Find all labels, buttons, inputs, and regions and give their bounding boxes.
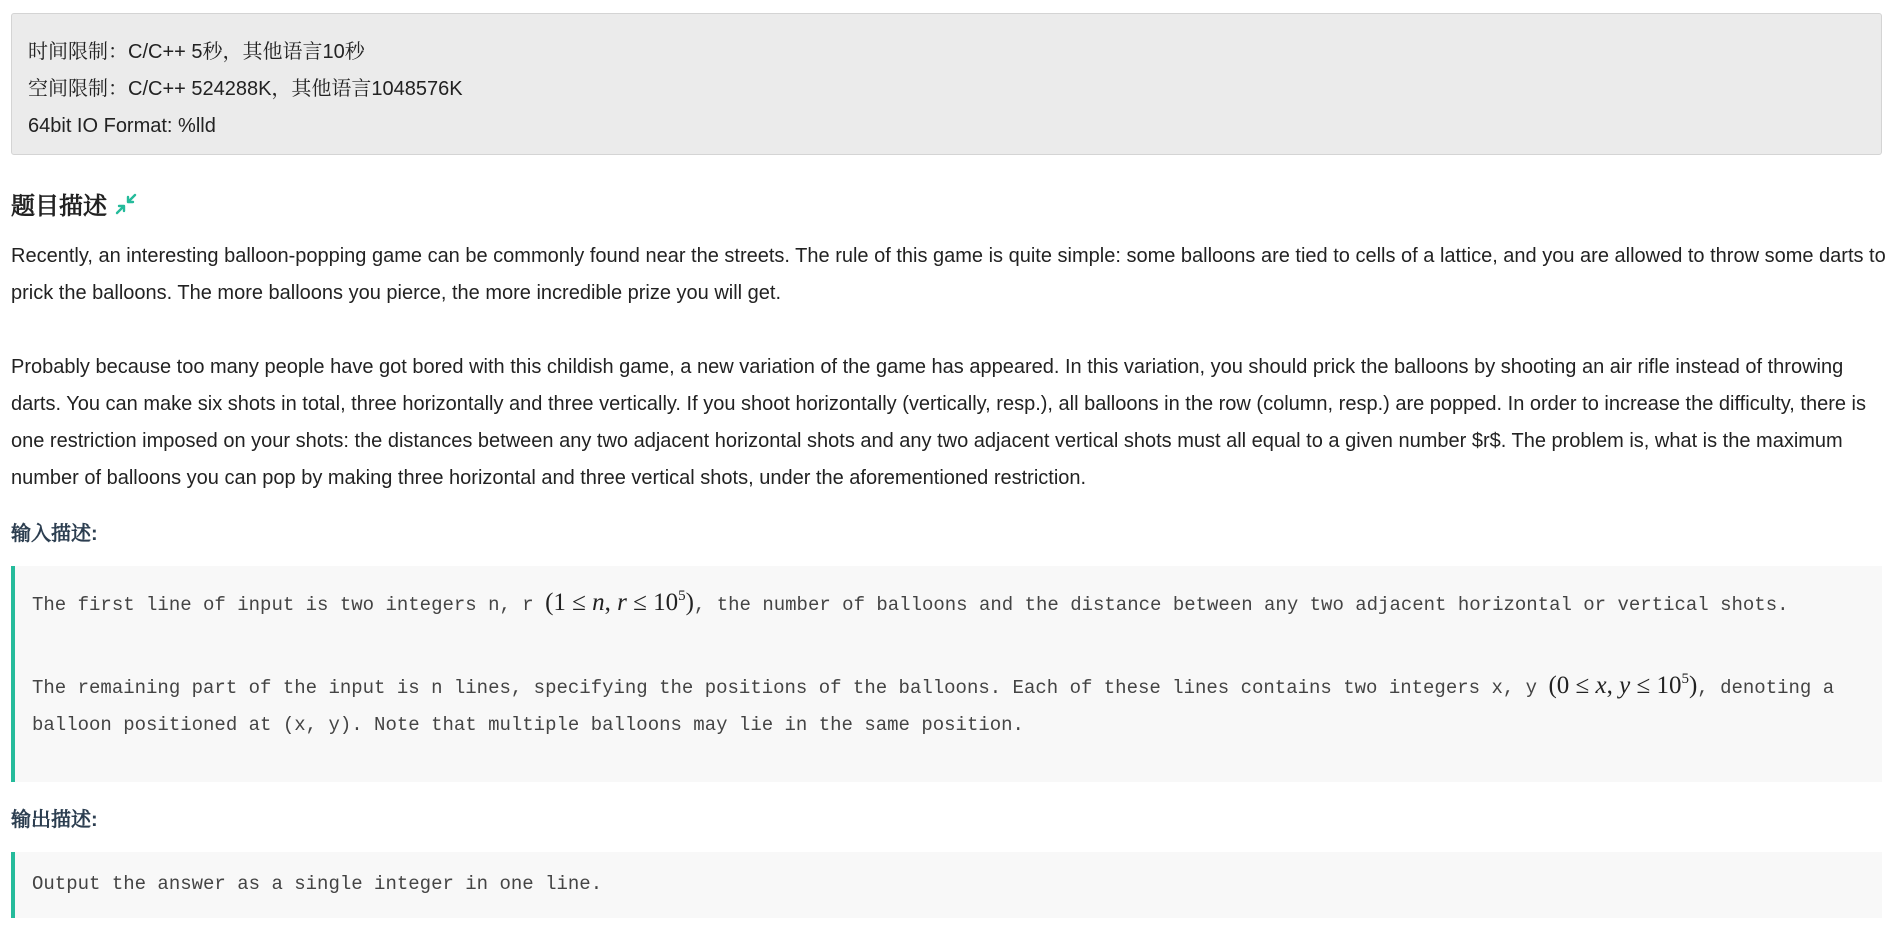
input-p1-post: , the number of balloons and the distance between any two adjacent horizontal or vertical shots. xyxy=(693,594,1789,616)
description-body xyxy=(11,238,1891,497)
description-paragraph: Probably because too many people have got bored with this childish game, a new variation of the game has appeared. In this variation, you should prick the balloons by shooting an air rifle instead of throwing darts. You can make six shots in total, three horizontally and three vertically. If you shoot horizontally (vertically, resp.), all balloons in the row (column, resp.) are popped. In order to increase the difficulty, there is one restriction imposed on your shots: the distances between any two adjacent horizontal shots and any two adjacent vertical shots must all equal to a given number $r$. The problem is, what is the maximum number of balloons you can pop by making three horizontal and three vertical shots, under the aforementioned restriction. xyxy=(11,356,1866,489)
space-limit: 空间限制：C/C++ 524288K，其他语言1048576K xyxy=(28,78,463,100)
input-p1-math: (1 ≤ n, $r \le 10^5$) xyxy=(545,588,694,616)
input-description xyxy=(11,566,1882,782)
input-p1-pre: The first line of input is two integers n, r xyxy=(32,594,546,616)
description-paragraph: Recently, an interesting balloon-popping game can be commonly found near the streets. The rule of this game is quite simple: some balloons are tied to cells of a lattice, and you are allowed to throw some darts to prick the balloons. The more balloons you pierce, the more incredible prize you will get. xyxy=(11,245,1886,304)
input-p2-pre: The remaining part of the input is n lines, specifying the positions of the balloons. Each of these lines contains two integers x, y xyxy=(32,677,1549,699)
output-title: 输出描述: xyxy=(11,809,98,831)
io-format: 64bit IO Format: %lld xyxy=(28,115,216,137)
output-text: Output the answer as a single integer in one line. xyxy=(32,873,603,895)
limits-panel xyxy=(11,13,1882,155)
input-p2-math: (0 ≤ x, $y \le 10^5$) xyxy=(1548,671,1698,699)
description-heading xyxy=(11,186,137,221)
input-paragraph-1 xyxy=(32,578,1882,624)
description-title: 题目描述 xyxy=(11,193,107,220)
input-p2-post: , denoting a balloon positioned at (x, y). Note that multiple balloons may lie in the same position. xyxy=(32,677,1835,736)
output-description xyxy=(11,852,1882,918)
time-limit: 时间限制：C/C++ 5秒，其他语言10秒 xyxy=(28,41,365,63)
input-title: 输入描述: xyxy=(11,523,98,545)
input-paragraph-2 xyxy=(32,661,1882,744)
expand-arrows-icon[interactable] xyxy=(115,193,137,215)
